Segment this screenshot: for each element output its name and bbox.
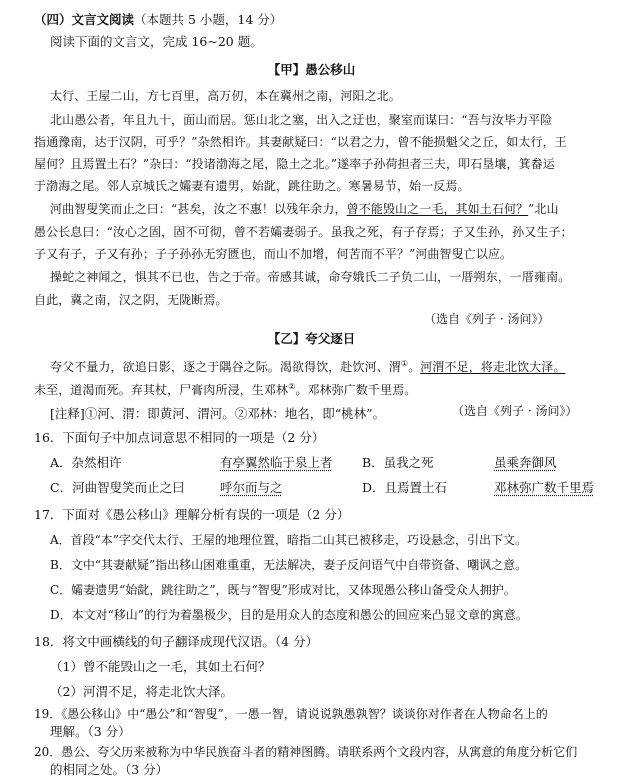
- passage-a-line-7: 愚公长息曰：“汝心之固，固不可彻，曾不若孀妻弱子。虽我之死，有子存焉；子又生孙，孙又生子；: [34, 225, 573, 239]
- passage-a-line-6-row: [50, 201, 559, 217]
- q18-stem: 18．将文中画横线的句子翻译成现代汉语。（4 分）: [34, 634, 319, 649]
- passage-a-line-8: 子又有子，子又有孙；子子孙孙无穷匮也，而山不加增，何苦而不平？”河曲智叟亡以应。: [34, 247, 513, 261]
- footnote-mark-2: ②: [288, 382, 296, 391]
- q16-option-b-pair: 虽乘奔御风: [494, 455, 557, 470]
- underlined-sentence-1: 曾不能毁山之一毛，其如土石何？: [346, 202, 529, 216]
- q16-option-d-pair: 邓林弥广数千里焉: [494, 480, 595, 495]
- q18-item-2: （2）河渭不足，将走北饮大泽。: [50, 684, 233, 699]
- passage-a-title: 【甲】愚公移山: [267, 62, 356, 77]
- instruction: 阅读下面的文言文，完成 16~20 题。: [50, 34, 263, 49]
- passage-b-line-2-start: 未至，道渴而死。弃其杖，尸膏肉所浸，生邓林: [34, 383, 289, 397]
- q17-stem: 17．下面对《愚公移山》理解分析有误的一项是（2 分）: [34, 507, 350, 522]
- q16-option-a-pair: 有亭翼然临于泉上者: [220, 455, 333, 470]
- q16-option-d: D．且焉置土石: [362, 480, 448, 495]
- passage-a-line-5: 于渤海之尾。邻人京城氏之孀妻有遗男，始龀，跳往助之。寒暑易节，始一反焉。: [34, 179, 470, 193]
- q20-line-1: 20．愚公、夸父历来被称为中华民族奋斗者的精神图腾。请联系两个文段内容，从寓意的角度分析它们: [34, 745, 578, 759]
- q17-option-c: C．孀妻遗男“始龀，跳往助之”，既与“智叟”形成对比，又体现愚公移山备受众人拥护。: [50, 583, 516, 597]
- passage-a-line-3: 指通豫南，达于汉阴，可乎？”杂然相许。其妻献疑曰：“以君之力，曾不能损魁父之丘，如太行，王: [34, 135, 567, 149]
- q16-option-a: A．杂然相许: [50, 455, 122, 470]
- passage-a-line-6-end: ”北山: [528, 202, 559, 216]
- passage-a-line-4: 屋何？且焉置土石？”杂曰：“投诸渤海之尾，隐土之北。”遂率子孙荷担者三夫，叩石垦壤，箕畚运: [34, 157, 555, 171]
- passage-b-line-1: [50, 356, 566, 375]
- q16-option-c-pair: 呼尔而与之: [220, 480, 283, 495]
- q16-stem: 16．下面句子中加点词意思不相同的一项是（2 分）: [34, 430, 325, 445]
- passage-b-line-1-start: 夸父不量力，欲追日影，逐之于隅谷之际。渴欲得饮，赴饮河、渭: [50, 360, 401, 374]
- passage-a-line-2: 北山愚公者，年且九十，面山而居。惩山北之塞，出入之迂也，聚室而谋曰：“吾与汝毕力平险: [50, 113, 553, 127]
- passage-a-line-6-start: 河曲智叟笑而止之曰：“甚矣，汝之不惠！以残年余力，: [50, 202, 347, 216]
- passage-a-line-10: 自此，冀之南，汉之阴，无陇断焉。: [34, 293, 228, 307]
- q17-option-a: A．首段“本”字交代太行、王屋的地理位置，暗指二山其已被移走，巧设悬念，引出下文。: [50, 533, 527, 547]
- passage-a-source: （选自《列子 · 汤问》）: [424, 312, 550, 326]
- q18-item-1: （1）曾不能毁山之一毛，其如土石何？: [50, 659, 271, 674]
- section-heading: （四）文言文阅读: [34, 12, 135, 27]
- passage-a-line-9: 操蛇之神闻之，惧其不已也，告之于帝。帝感其诚，命夸娥氏二子负二山，一厝朔东，一厝雍南。: [50, 270, 571, 284]
- notes: [注释]①河、渭：即黄河、渭河。②邓林：地名，即“桃林”。: [50, 406, 386, 421]
- q19-line-1: 19．《愚公移山》中“愚公”和“智叟”，一愚一智，请说说孰愚孰智？谈谈你对作者在人物命名上的: [34, 707, 548, 721]
- passage-a-line-1: 太行、王屋二山，方七百里，高万仞，本在冀州之南，河阳之北。: [50, 89, 401, 103]
- section-note: （本题共 5 小题，14 分）: [134, 12, 283, 27]
- passage-b-line-2: [34, 379, 416, 398]
- q20-line-2: 的相同之处。（3 分）: [50, 762, 169, 777]
- q17-option-d: D．本文对“移山”的行为着墨极少，目的是用众人的态度和愚公的回应来凸显文章的寓意。: [50, 608, 528, 622]
- passage-b-line-2-end: 。邓林弥广数千里焉。: [295, 383, 417, 397]
- passage-b-source: （选自《列子 · 汤问》）: [452, 404, 578, 418]
- q19-line-2: 理解。（3 分）: [50, 724, 131, 739]
- q17-option-b: B．文中“其妻献疑”指出移山困难重重，无法解决，妻子反问语气中自带资备、嘲讽之意。: [50, 558, 528, 572]
- passage-b-line-1-mid: 。: [408, 360, 421, 374]
- q16-option-b: B．虽我之死: [362, 455, 434, 470]
- underlined-sentence-2: 河渭不足，将走北饮大泽。: [420, 360, 566, 374]
- section-heading-row: [34, 12, 282, 28]
- footnote-mark-1: ①: [400, 359, 409, 368]
- q16-option-c: C．河曲智叟笑而止之曰: [50, 480, 185, 495]
- passage-b-title: 【乙】夸父逐日: [267, 331, 356, 346]
